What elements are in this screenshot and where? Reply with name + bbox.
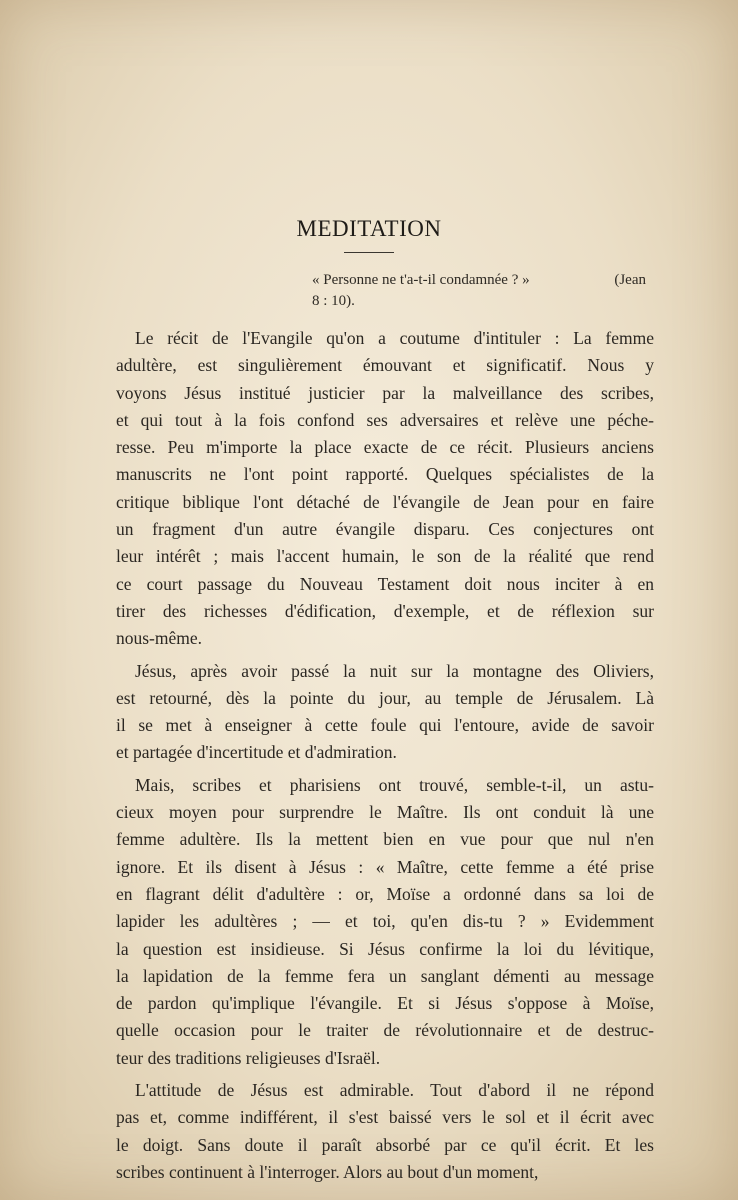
paragraph-line: il se met à enseigner à cette foule qui l'entoure, avide de savoir (116, 715, 654, 736)
body-text (116, 325, 654, 1186)
epigraph-line-1 (312, 270, 646, 291)
paragraph-line: leur intérêt ; mais l'accent humain, le son de la réalité que rend (116, 546, 654, 567)
paragraph-line: Jésus, après avoir passé la nuit sur la montagne des Oliviers, (135, 660, 654, 681)
paragraph-line: et qui tout à la fois confond ses adversaires et relève une péche- (116, 409, 654, 430)
paragraph-line: ignore. Et ils disent à Jésus : « Maître, cette femme a été prise (116, 856, 654, 877)
paragraph-line: et partagée d'incertitude et d'admiration. (116, 742, 397, 763)
paragraph-line: Mais, scribes et pharisiens ont trouvé, semble-t-il, un astu- (135, 774, 654, 795)
paragraph-line: femme adultère. Ils la mettent bien en vue pour que nul n'en (116, 829, 654, 850)
paragraph-line: teur des traditions religieuses d'Israël. (116, 1047, 381, 1068)
paragraph-line: lapider les adultères ; — et toi, qu'en dis-tu ? » Evidemment (116, 911, 654, 932)
paragraph-line: L'attitude de Jésus est admirable. Tout d'abord il ne répond (135, 1080, 654, 1101)
paragraph-line: quelle occasion pour le traiter de révolutionnaire et de destruc- (116, 1020, 654, 1041)
epigraph (312, 270, 646, 312)
paragraph-line: la question est insidieuse. Si Jésus confirme la loi du lévitique, (116, 938, 654, 959)
paragraph-line: adultère, est singulièrement émouvant et significatif. Nous y (116, 355, 654, 376)
page-title: MEDITATION (296, 216, 442, 241)
title-underline (344, 252, 394, 253)
paragraph-line: pas et, comme indifférent, il s'est baissé vers le sol et il écrit avec (116, 1107, 654, 1128)
paragraph-line: le doigt. Sans doute il paraît absorbé par ce qu'il écrit. Et les (116, 1134, 654, 1155)
epigraph-line-2: 8 : 10). (312, 293, 355, 309)
paragraph-line: resse. Peu m'importe la place exacte de ce récit. Plusieurs anciens (116, 437, 654, 458)
paragraph-line: un fragment d'un autre évangile disparu. Ces conjectures ont (116, 519, 654, 540)
paragraph-line: cieux moyen pour surprendre le Maître. Ils ont conduit là une (116, 802, 654, 823)
paragraph-line: de pardon qu'implique l'évangile. Et si Jésus s'oppose à Moïse, (116, 993, 654, 1014)
paragraph-line: tirer des richesses d'édification, d'exemple, et de réflexion sur (116, 600, 654, 621)
paragraph-line: en flagrant délit d'adultère : or, Moïse a ordonné dans sa loi de (116, 883, 654, 904)
paragraph-line: manuscrits ne l'ont point rapporté. Quelques spécialistes de la (116, 464, 654, 485)
epigraph-reference: (Jean (614, 272, 646, 288)
paragraph-line: nous-même. (116, 628, 203, 649)
paragraph-line: scribes continuent à l'interroger. Alors au bout d'un moment, (116, 1161, 539, 1182)
paragraph-line: critique biblique l'ont détaché de l'évangile de Jean pour en faire (116, 491, 654, 512)
paragraph-line: Le récit de l'Evangile qu'on a coutume d'intituler : La femme (135, 328, 654, 348)
paragraph-line: est retourné, dès la pointe du jour, au temple de Jérusalem. Là (116, 687, 654, 708)
epigraph-quote: « Personne ne t'a-t-il condamnée ? » (312, 272, 530, 288)
paragraph-line: ce court passage du Nouveau Testament doit nous inciter à en (116, 573, 654, 594)
paragraph-line: voyons Jésus institué justicier par la malveillance des scribes, (116, 382, 654, 403)
paragraph-line: la lapidation de la femme fera un sanglant démenti au message (116, 965, 654, 986)
